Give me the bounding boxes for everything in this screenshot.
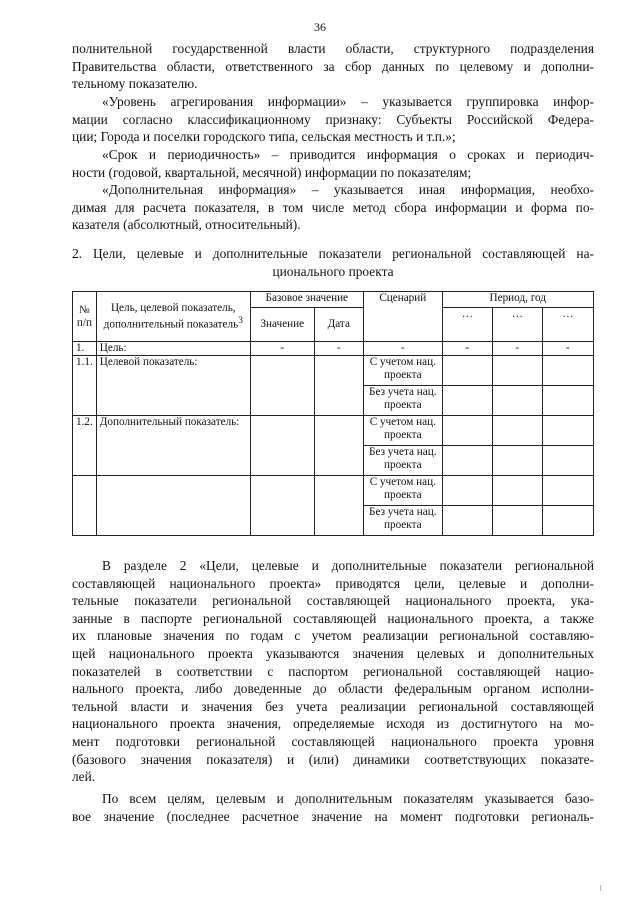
header-period-col: … <box>542 308 593 342</box>
text-line: (базового значения показателя) и (или) динамики соответствующих показате- <box>72 751 594 767</box>
text-line: димая для расчета показателя, в том числе метод сбора информации и форма по- <box>72 199 594 215</box>
section-heading <box>72 245 594 280</box>
row-num: 1.1. <box>73 356 97 416</box>
text-line: их плановые значения по годам с учетом реализации региональной составляю- <box>72 628 594 644</box>
text-line: «Дополнительная информация» – указывается иная информация, необхо- <box>102 182 594 197</box>
row-label: Цель: <box>96 342 250 356</box>
indicators-table <box>72 291 594 536</box>
table-row <box>73 342 594 356</box>
dash-cell: - <box>363 342 442 356</box>
header-period: Период, год <box>442 292 593 308</box>
header-goal-text: Цель, целевой показатель, дополнительный показатель <box>103 301 239 331</box>
text-line: тельные показатели региональной составляющей национального проекта, ука- <box>72 593 594 609</box>
text-line: В разделе 2 «Цели, целевые и дополнительные показатели региональной <box>102 558 594 573</box>
table-row <box>73 476 594 506</box>
period-paragraph <box>72 146 594 181</box>
text-line: занные в паспорте региональной составляющей национального проекта, а также <box>72 610 594 626</box>
text-line: показателей в соответствии с паспортом региональной составляющей нацио- <box>72 663 594 679</box>
dash-cell: - <box>442 342 492 356</box>
header-goal <box>96 292 250 342</box>
table-row <box>73 356 594 386</box>
text-line: казателя (абсолютный, относительный). <box>72 217 301 233</box>
empty-cell <box>250 356 314 416</box>
table-row <box>73 416 594 446</box>
empty-cell <box>542 356 593 386</box>
empty-cell <box>492 356 542 386</box>
empty-cell <box>250 476 314 536</box>
text-line: «Уровень агрегирования информации» – указывается группировка инфор- <box>102 94 594 109</box>
dash-cell: - <box>542 342 593 356</box>
text-line: вое значение (последнее расчетное значение на момент подготовки региональ- <box>72 808 594 824</box>
scenario-with: С учетом нац. проекта <box>363 356 442 386</box>
page-number: 36 <box>314 20 326 34</box>
empty-cell <box>492 416 542 446</box>
text-line: тельной власти и значения без учета реализации региональной составляющей <box>72 698 594 714</box>
text-line: По всем целям, целевым и дополнительным показателям указывается базо- <box>102 791 594 806</box>
aggregation-level-paragraph <box>72 93 594 146</box>
scenario-with: С учетом нац. проекта <box>363 476 442 506</box>
header-date: Дата <box>314 308 363 342</box>
empty-cell <box>442 476 492 506</box>
text-line: ности (годовой, квартальной, месячной) информации по показателям; <box>72 164 472 180</box>
scenario-without: Без учета нац. проекта <box>363 506 442 536</box>
empty-cell <box>250 416 314 476</box>
scenario-with: С учетом нац. проекта <box>363 416 442 446</box>
dash-cell: - <box>314 342 363 356</box>
empty-cell <box>542 506 593 536</box>
additional-info-paragraph <box>72 181 594 234</box>
header-scenario: Сценарий <box>363 292 442 342</box>
heading-line: ционального проекта <box>272 263 394 279</box>
dash-cell: - <box>250 342 314 356</box>
header-period-col: … <box>492 308 542 342</box>
heading-line: 2. Цели, целевые и дополнительные показатели региональной составляющей на- <box>72 246 594 261</box>
header-num: № п/п <box>73 292 97 342</box>
intro-paragraph <box>72 40 594 93</box>
scan-mark <box>600 885 601 891</box>
text-line: «Срок и периодичность» – приводится информация о сроках и периодич- <box>102 147 594 162</box>
empty-cell <box>542 446 593 476</box>
row-num: 1. <box>73 342 97 356</box>
dash-cell: - <box>492 342 542 356</box>
header-period-col: … <box>442 308 492 342</box>
footnote-ref: 3 <box>238 315 243 326</box>
empty-cell <box>73 476 97 536</box>
text-line: составляющей национального проекта» приводятся цели, целевые и дополни- <box>72 575 594 591</box>
text-line: Правительства области, ответственного за сбор данных по целевому и дополни- <box>72 58 594 74</box>
empty-cell <box>492 386 542 416</box>
empty-cell <box>442 356 492 386</box>
empty-cell <box>314 356 363 416</box>
empty-cell <box>314 476 363 536</box>
scenario-without: Без учета нац. проекта <box>363 386 442 416</box>
row-label: Целевой показатель: <box>96 356 250 416</box>
text-line: национального проекта значения, определяемые исходя из достигнутого на мо- <box>72 716 594 732</box>
empty-cell <box>442 416 492 446</box>
text-line: мации согласно классификационному признаку: Субъекты Российской Федера- <box>72 111 594 127</box>
empty-cell <box>442 386 492 416</box>
empty-cell <box>492 506 542 536</box>
text-line: мент подготовки региональной составляющей национального проекта уровня <box>72 733 594 749</box>
row-num: 1.2. <box>73 416 97 476</box>
text-line: нального проекта, либо доведенные до области федеральным органом исполни- <box>72 681 594 697</box>
empty-cell <box>542 386 593 416</box>
scenario-without: Без учета нац. проекта <box>363 446 442 476</box>
empty-cell <box>492 446 542 476</box>
text-line: щей национального проекта указываются значения целевых и дополнительных <box>72 645 594 661</box>
text-line: полнительной государственной власти области, структурного подразделения <box>72 41 594 56</box>
empty-cell <box>542 476 593 506</box>
empty-cell <box>542 416 593 446</box>
header-value: Значение <box>250 308 314 342</box>
empty-cell <box>314 416 363 476</box>
empty-cell <box>96 476 250 536</box>
section-2-description <box>72 557 594 786</box>
text-line: ции; Города и поселки городского типа, сельская местность и т.п.»; <box>72 129 456 145</box>
empty-cell <box>442 506 492 536</box>
empty-cell <box>442 446 492 476</box>
empty-cell <box>492 476 542 506</box>
text-line: тельному показателю. <box>72 76 198 92</box>
text-line: лей. <box>72 769 96 785</box>
header-base-value: Базовое значение <box>250 292 363 308</box>
row-label: Дополнительный показатель: <box>96 416 250 476</box>
base-value-paragraph <box>72 790 594 825</box>
